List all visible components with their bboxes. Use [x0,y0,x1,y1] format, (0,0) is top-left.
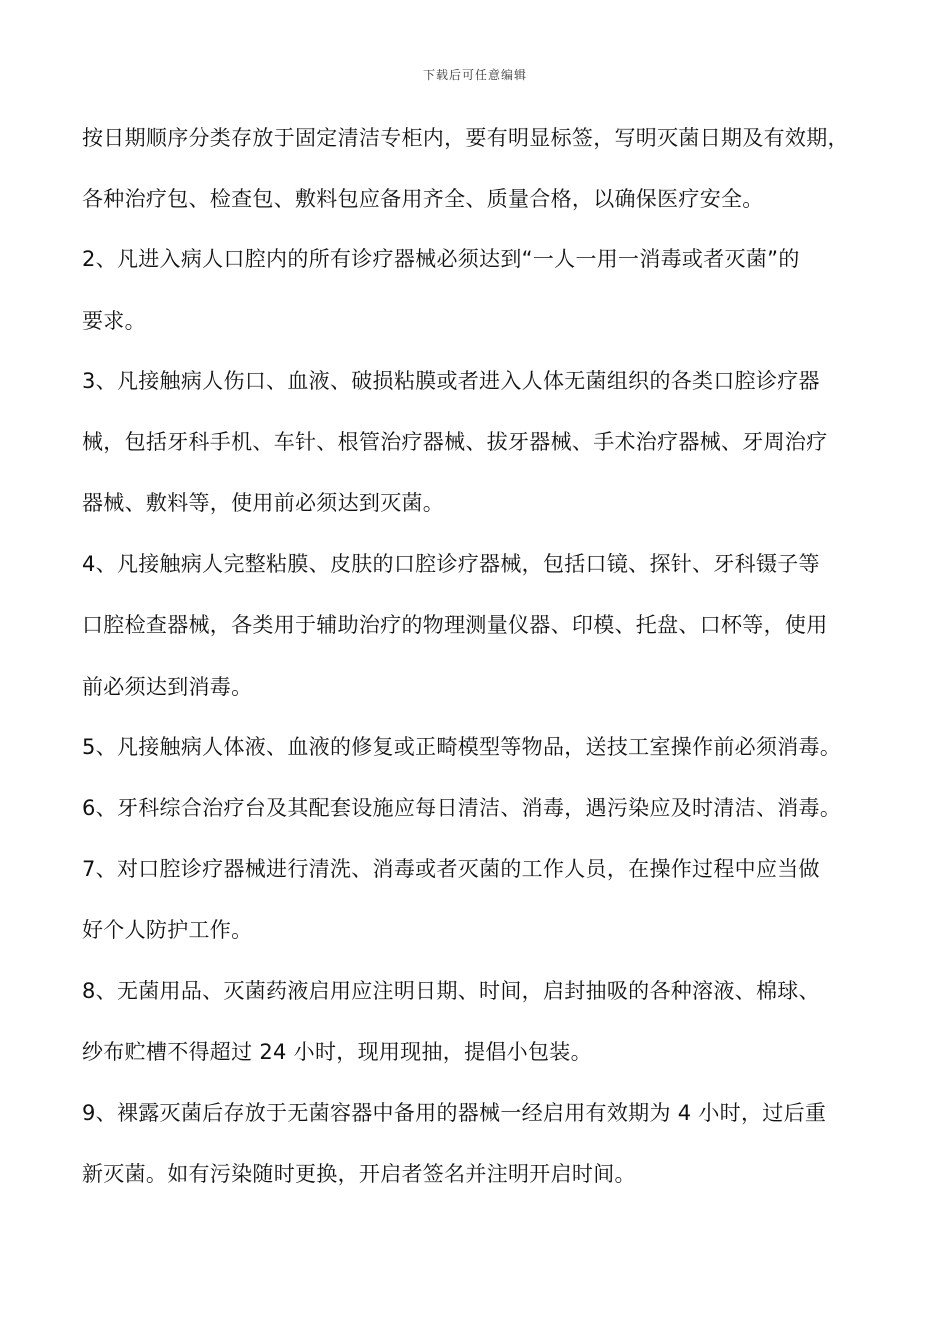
text-line: 口腔检查器械，各类用于辅助治疗的物理测量仪器、印模、托盘、口杯等，使用 [82,613,828,637]
text-line: 8、无菌用品、灭菌药液启用应注明日期、时间，启封抽吸的各种溶液、棉球、 [82,979,820,1003]
text-line: 器械、敷料等，使用前必须达到灭菌。 [82,491,445,515]
text-line: 前必须达到消毒。 [82,675,253,699]
text-line: 5、凡接触病人体液、血液的修复或正畸模型等物品，送技工室操作前必须消毒。 [82,735,842,759]
text-line: 各种治疗包、检查包、敷料包应备用齐全、质量合格，以确保医疗安全。 [82,187,764,211]
text-line: 3、凡接触病人伤口、血液、破损粘膜或者进入人体无菌组织的各类口腔诊疗器 [82,369,820,393]
text-line: 新灭菌。如有污染随时更换，开启者签名并注明开启时间。 [82,1162,636,1186]
text-line: 4、凡接触病人完整粘膜、皮肤的口腔诊疗器械，包括口镜、探针、牙科镊子等 [82,552,820,576]
text-line: 好个人防护工作。 [82,918,253,942]
text-line: 要求。 [82,309,146,333]
text-line: 按日期顺序分类存放于固定清洁专柜内，要有明显标签，写明灭菌日期及有效期， [82,126,849,150]
text-line: 9、裸露灭菌后存放于无菌容器中备用的器械一经启用有效期为 4 小时，过后重 [82,1101,827,1125]
text-line: 2、凡进入病人口腔内的所有诊疗器械必须达到“一人一用一消毒或者灭菌”的 [82,247,800,271]
text-line: 7、对口腔诊疗器械进行清洗、消毒或者灭菌的工作人员，在操作过程中应当做 [82,857,820,881]
text-line: 纱布贮槽不得超过 24 小时，现用现抽，提倡小包装。 [82,1040,592,1064]
text-line: 械，包括牙科手机、车针、根管治疗器械、拔牙器械、手术治疗器械、牙周治疗 [82,430,828,454]
page-header: 下载后可任意编辑 [422,68,527,82]
text-line: 6、牙科综合治疗台及其配套设施应每日清洁、消毒，遇污染应及时清洁、消毒。 [82,796,842,820]
